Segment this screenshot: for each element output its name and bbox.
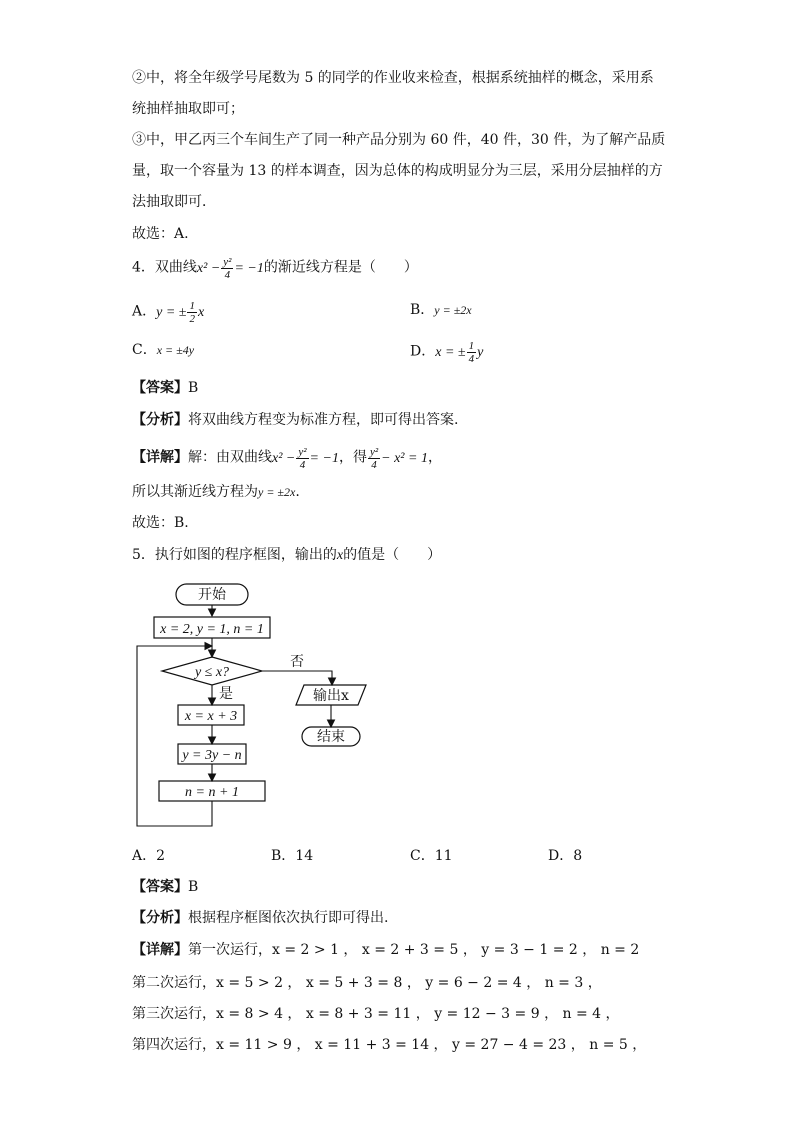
q5-stem-tail: 的值是（ ） — [343, 547, 442, 563]
step3-label: n = n + 1 — [185, 785, 239, 800]
q5-detail-run3: 第三次运行，x = 8 > 4 ， x = 8 + 3 = 11 ， y = 12 − 3 = 9 ， n = 4 ， — [132, 1006, 620, 1022]
choose-line-q4: 故选：B. — [132, 515, 189, 531]
explanation-line-4: 量，取一个容量为 13 的样本调查，因为总体的构成明显分为三层，采用分层抽样的方 — [132, 163, 663, 179]
explanation-line-1: ②中，将全年级学号尾数为 5 的同学的作业收来检查，根据系统抽样的概念，采用系 — [132, 70, 654, 86]
q4-option-d[interactable] — [410, 340, 483, 365]
q5-stem-text: 5．执行如图的程序框图，输出的 — [132, 547, 337, 563]
analysis-tag: 【分析】 — [132, 910, 188, 926]
q4-equation: x² − $\frac{\text{y²}}{4}$ = −1 — [196, 256, 264, 281]
q5-option-c[interactable]: C．11 — [410, 848, 453, 864]
step1-label: x = x + 3 — [184, 709, 238, 724]
detail-eq-2: $\frac{\text{y²}}{4}$ − x² = 1 — [369, 446, 428, 471]
detail-eq-1: x² − $\frac{\text{y²}}{4}$ = −1 — [272, 446, 339, 471]
init-label: x = 2, y = 1, n = 1 — [160, 622, 264, 637]
step2-label: y = 3y − n — [182, 748, 242, 763]
q5-option-b[interactable]: B．14 — [271, 848, 314, 864]
q4-option-c-formula: x = ±4y — [156, 343, 195, 357]
no-label: 否 — [290, 654, 304, 670]
q4-detail — [132, 446, 442, 471]
answer-tag: 【答案】 — [132, 380, 188, 396]
decision-label: y ≤ x? — [194, 665, 230, 680]
q4-option-c[interactable] — [132, 340, 194, 360]
q5-option-d[interactable]: D．8 — [548, 848, 583, 864]
q5-stem — [132, 545, 441, 566]
q5-analysis — [132, 908, 388, 928]
detail-text-a: 解：由双曲线 — [188, 449, 272, 466]
q4-analysis — [132, 410, 458, 430]
analysis-text: 根据程序框图依次执行即可得出. — [188, 910, 389, 926]
q4-prefix: 4．双曲线 — [132, 259, 197, 276]
q5-detail-run4: 第四次运行，x = 11 > 9 ， x = 11 + 3 = 14 ， y = 27 − 4 = 23 ， n = 5 ， — [132, 1037, 647, 1053]
explanation-line-2: 统抽样抽取即可； — [132, 101, 244, 117]
q4-option-c-label: C． — [132, 342, 157, 358]
q4-option-a-label: A． — [132, 303, 157, 320]
q5-answer — [132, 877, 198, 897]
q4-option-a[interactable] — [132, 300, 204, 325]
q4-option-b-label: B． — [410, 302, 435, 318]
q5-detail-run1 — [132, 940, 639, 960]
q4-answer — [132, 378, 198, 398]
answer-value: B — [188, 879, 199, 895]
answer-value: B — [188, 380, 199, 396]
yes-label: 是 — [219, 686, 233, 702]
q4-option-d-formula: x = ± $\frac{1}{4}$ y — [435, 340, 484, 365]
explanation-line-3: ③中，甲乙丙三个车间生产了同一种产品分别为 60 件，40 件，30 件，为了解产品质 — [132, 132, 666, 148]
detail-tag: 【详解】 — [132, 942, 188, 958]
q4-conclusion: 所以其渐近线方程为y = ±2x. — [132, 484, 300, 500]
flowchart — [132, 578, 377, 830]
end-label: 结束 — [317, 729, 345, 745]
analysis-tag: 【分析】 — [132, 412, 188, 428]
detail-text-b: ，得 — [338, 449, 367, 466]
conclusion-formula: y = ±2x — [258, 485, 296, 499]
q4-option-a-formula: y = ± $\frac{1}{2}$ x — [156, 300, 205, 325]
answer-tag: 【答案】 — [132, 879, 188, 895]
analysis-text: 将双曲线方程变为标准方程，即可得出答案. — [188, 412, 459, 428]
q5-detail-run2: 第二次运行，x = 5 > 2 ， x = 5 + 3 = 8 ， y = 6 − 2 = 4 ， n = 3 ， — [132, 975, 602, 991]
explanation-line-5: 法抽取即可． — [132, 194, 216, 210]
q4-option-b[interactable] — [410, 300, 472, 320]
q5-option-a[interactable]: A．2 — [132, 848, 166, 864]
q4-option-b-formula: y = ±2x — [434, 303, 472, 317]
q4-option-d-label: D． — [410, 343, 436, 360]
start-label: 开始 — [198, 587, 226, 603]
q4-stem — [132, 256, 418, 281]
detail-text-c: ， — [427, 449, 442, 466]
q4-suffix: 的渐近线方程是（ ） — [263, 259, 418, 276]
choose-line-q3: 故选：A. — [132, 226, 189, 242]
detail-tag: 【详解】 — [132, 449, 188, 466]
output-label: 输出x — [313, 688, 349, 704]
run1-text: 第一次运行，x = 2 > 1 ， x = 2 + 3 = 5 ， y = 3 − 1 = 2 ， n = 2 — [188, 942, 640, 958]
conclusion-text: 所以其渐近线方程为 — [132, 484, 258, 500]
q5-stem-var: x — [336, 548, 344, 563]
